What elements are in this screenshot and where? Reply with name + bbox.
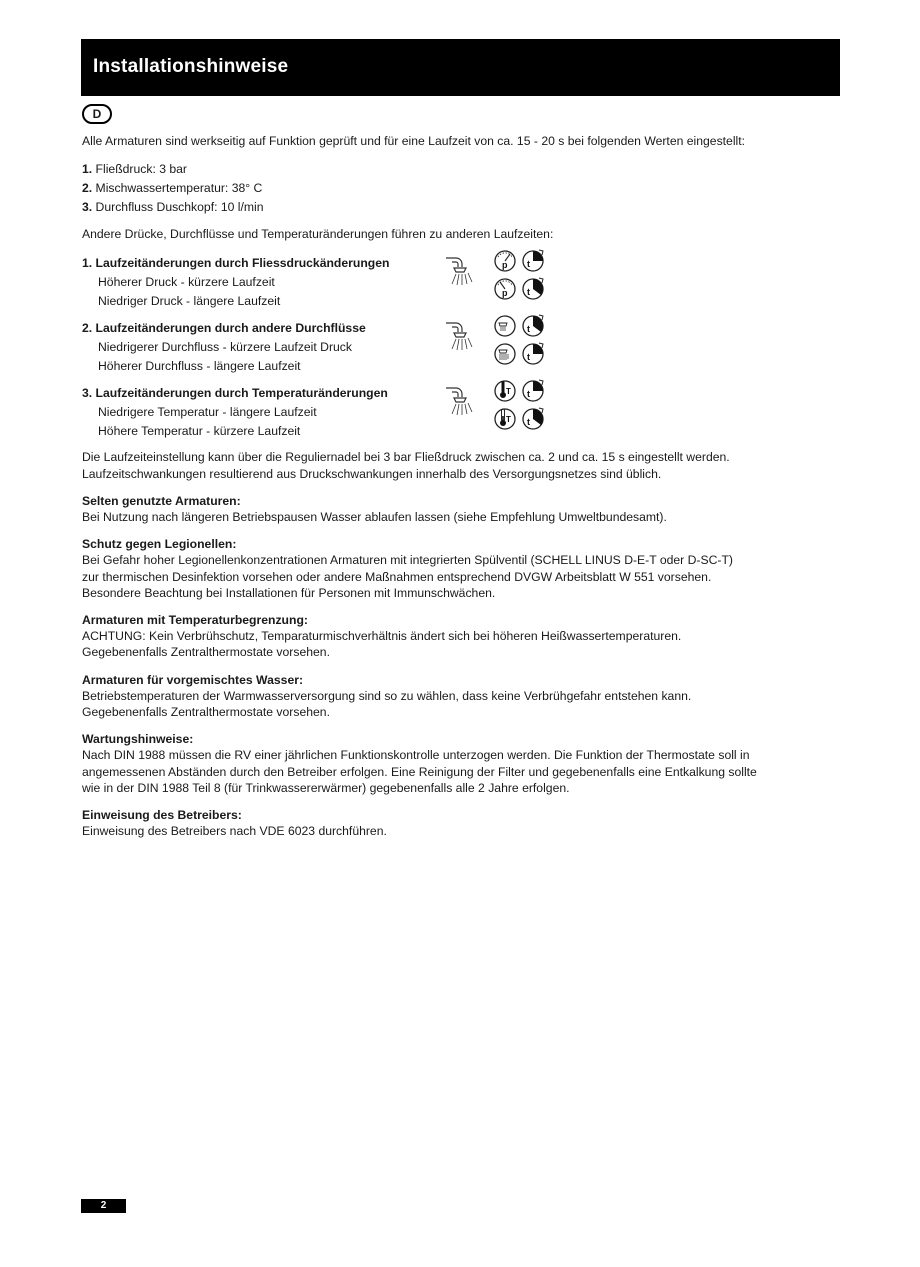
shower-head-icon [446, 323, 472, 350]
note-line: Die Laufzeiteinstellung kann über die Reguliernadel bei 3 bar Fließdruck zwischen ca. 2 und ca. 15 s eingestellt werden. [82, 450, 730, 465]
condition-text: Durchfluss Duschkopf: 10 l/min [92, 200, 264, 215]
note-line: Laufzeitschwankungen resultierend aus Druckschwankungen innerhalb des Versorgungsnetzes sind üblich. [82, 466, 662, 481]
svg-text:T: T [506, 415, 511, 425]
condition-number: 2. [82, 181, 93, 196]
section-title: Armaturen für vorgemischtes Wasser: [82, 672, 304, 687]
default-conditions-list [82, 160, 782, 217]
condition-number: 1. [82, 162, 93, 177]
thermometer-icon [495, 381, 515, 429]
section-title: Schutz gegen Legionellen: [82, 537, 237, 552]
group-line: Niedrigere Temperatur - längere Laufzeit [98, 405, 317, 420]
section-line: ACHTUNG: Kein Verbrühschutz, Temparaturmischverhältnis ändert sich bei höheren Heißwassertemperaturen. [82, 629, 682, 644]
section-operator-instruction [82, 807, 782, 839]
section-seldom-used [82, 493, 782, 525]
page-number: 2 [81, 1199, 126, 1213]
section-line: Einweisung des Betreibers nach VDE 6023 durchführen. [82, 824, 387, 839]
page-header [81, 39, 840, 96]
document-body [82, 133, 782, 839]
section-title: Einweisung des Betreibers: [82, 808, 242, 823]
section-line: wie in der DIN 1988 Teil 8 (für Trinkwassererwärmer) gegebenenfalls alle 2 Jahre erfolgen. [82, 780, 570, 795]
condition-text: Fließdruck: 3 bar [92, 162, 187, 177]
svg-text:t: t [527, 259, 530, 270]
group-line: Höhere Temperatur - kürzere Laufzeit [98, 424, 301, 439]
section-legionella [82, 536, 782, 601]
timer-icon [523, 315, 543, 364]
section-line: zur thermischen Desinfektion vorsehen oder andere Maßnahmen entsprechend DVGW Arbeitsblatt W 551 vorsehen. [82, 569, 712, 584]
shower-head-icon [446, 388, 472, 415]
language-badge: D [82, 104, 112, 124]
group-heading: 2. Laufzeitänderungen durch andere Durchflüsse [82, 321, 366, 336]
group-heading: 3. Laufzeitänderungen durch Temperaturänderungen [82, 386, 388, 401]
section-line: Bei Gefahr hoher Legionellenkonzentrationen Armaturen mit integrierten Spülventil (SCHELL LINUS D-E-T oder D-SC-T) [82, 553, 733, 568]
svg-text:p: p [502, 288, 508, 299]
svg-text:t: t [527, 324, 530, 335]
section-title: Armaturen mit Temperaturbegrenzung: [82, 613, 308, 628]
runtime-group-temperature [82, 384, 782, 446]
flow-icon [495, 316, 515, 364]
timer-icon [523, 250, 543, 299]
condition-item [82, 160, 782, 179]
section-maintenance [82, 731, 782, 796]
runtime-group-pressure [82, 254, 782, 319]
runtime-lead-text: Andere Drücke, Durchflüsse und Temperaturänderungen führen zu anderen Laufzeiten: [82, 227, 554, 242]
adjustment-note [82, 449, 782, 481]
intro-text: Alle Armaturen sind werkseitig auf Funktion geprüft und für eine Laufzeit von ca. 15 - 20 s bei folgenden Werten eingestellt: [82, 134, 746, 148]
section-line: Betriebstemperaturen der Warmwasserversorgung sind so zu wählen, dass keine Verbrühgefahr entstehen kann. [82, 688, 692, 703]
flow-icon-group [440, 313, 560, 369]
svg-text:p: p [502, 260, 508, 271]
condition-item [82, 198, 782, 217]
section-line: Gegebenenfalls Zentralthermostate vorsehen. [82, 705, 330, 720]
section-line: angemessenen Abständen durch den Betreiber erfolgen. Eine Reinigung der Filter und gegebenenfalls eine Entkalkung sollte [82, 764, 757, 779]
condition-text: Mischwassertemperatur: 38° C [92, 181, 263, 196]
group-line: Höherer Durchfluss - längere Laufzeit [98, 359, 301, 374]
section-title: Selten genutzte Armaturen: [82, 493, 241, 508]
timer-icon [523, 380, 543, 429]
condition-item [82, 179, 782, 198]
pressure-icon-group [440, 248, 560, 304]
runtime-group-flow [82, 319, 782, 384]
group-line: Niedrigerer Durchfluss - kürzere Laufzeit Druck [98, 340, 352, 355]
temperature-icon-group [440, 378, 560, 434]
page-title: Installationshinweise [93, 56, 289, 77]
section-premixed-water [82, 672, 782, 721]
svg-text:t: t [527, 389, 530, 400]
section-line: Gegebenenfalls Zentralthermostate vorsehen. [82, 645, 330, 660]
shower-head-icon [446, 258, 472, 285]
section-line: Besondere Beachtung bei Installationen für Personen mit Immunschwächen. [82, 585, 496, 600]
section-title: Wartungshinweise: [82, 732, 194, 747]
section-line: Nach DIN 1988 müssen die RV einer jährlichen Funktionskontrolle unterzogen werden. Die Funktion der Thermostate soll in [82, 748, 750, 763]
svg-text:t: t [527, 287, 530, 298]
svg-text:T: T [506, 387, 511, 397]
svg-text:t: t [527, 417, 530, 428]
svg-text:t: t [527, 352, 530, 363]
section-line: Bei Nutzung nach längeren Betriebspausen Wasser ablaufen lassen (siehe Empfehlung Umweltbundesamt). [82, 510, 667, 525]
group-line: Höherer Druck - kürzere Laufzeit [98, 275, 275, 290]
condition-number: 3. [82, 200, 93, 215]
section-temperature-limit [82, 612, 782, 661]
group-heading: 1. Laufzeitänderungen durch Fliessdruckänderungen [82, 256, 390, 271]
pressure-gauge-icon [495, 251, 515, 299]
group-line: Niedriger Druck - längere Laufzeit [98, 294, 281, 309]
